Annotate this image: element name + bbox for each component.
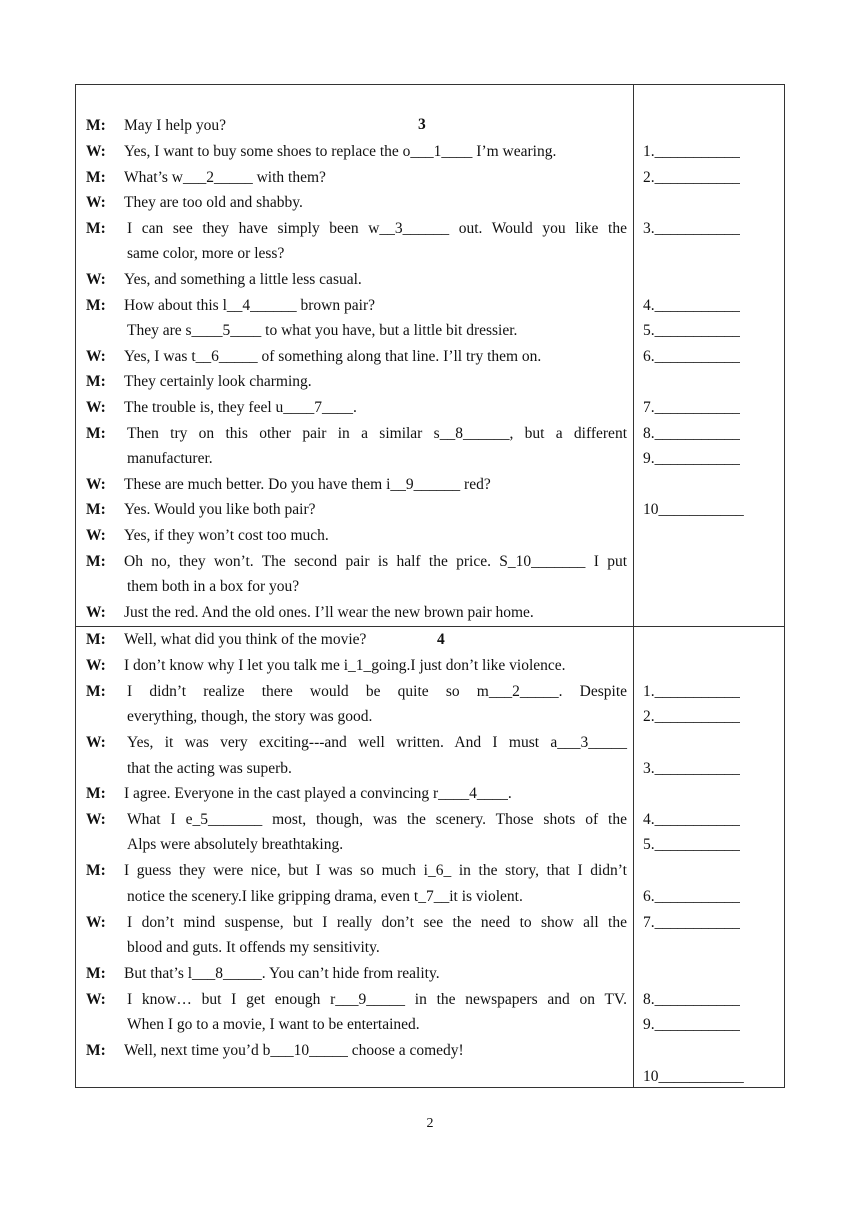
dialogue-line xyxy=(76,910,633,936)
dialogue-text: What’s w___2_____ with them? xyxy=(124,169,326,186)
dialogue-text: When I go to a movie, I want to be entertained. xyxy=(127,1016,420,1033)
dialogue-text: Then try on this other pair in a similar s__8______, but a different xyxy=(127,425,627,442)
column-divider xyxy=(633,85,634,1087)
dialogue-line xyxy=(76,756,633,782)
dialogue-line xyxy=(76,781,633,807)
answer-blank-5[interactable]: 5.___________ xyxy=(643,322,740,339)
dialogue-line xyxy=(76,549,633,575)
answer-blank-8[interactable]: 8.___________ xyxy=(643,425,740,442)
dialogue-text: Well, next time you’d b___10_____ choose a comedy! xyxy=(124,1042,464,1059)
answer-blank-8[interactable]: 8.___________ xyxy=(643,991,740,1008)
dialogue-line xyxy=(76,267,633,293)
dialogue-text: notice the scenery.I like gripping drama, even t_7__it is violent. xyxy=(127,888,523,905)
dialogue-text: How about this l__4______ brown pair? xyxy=(124,297,375,314)
dialogue-text: Oh no, they won’t. The second pair is half the price. S_10_______ I put xyxy=(124,553,627,570)
dialogue-line xyxy=(76,344,633,370)
dialogue-line xyxy=(76,730,633,756)
speaker-label: W: xyxy=(86,991,106,1008)
dialogue-line xyxy=(76,884,633,910)
speaker-label: M: xyxy=(86,862,106,879)
dialogue-line xyxy=(76,1038,633,1064)
section-number: 3 xyxy=(418,116,426,133)
speaker-label: W: xyxy=(86,734,106,751)
dialogue-text: I can see they have simply been w__3______ out. Would you like the xyxy=(127,220,627,237)
dialogue-text: I didn’t realize there would be quite so m___2_____. Despite xyxy=(127,683,627,700)
dialogue-line xyxy=(76,807,633,833)
section-number: 4 xyxy=(437,631,445,648)
speaker-label: M: xyxy=(86,683,106,700)
dialogue-line xyxy=(76,446,633,472)
dialogue-line xyxy=(76,858,633,884)
dialogue-line xyxy=(76,165,633,191)
answer-blank-3[interactable]: 3.___________ xyxy=(643,760,740,777)
dialogue-text: Yes, it was very exciting---and well written. And I must a___3_____ xyxy=(127,734,627,751)
dialogue-text: that the acting was superb. xyxy=(127,760,292,777)
answer-blank-2[interactable]: 2.___________ xyxy=(643,708,740,725)
dialogue-text: Yes. Would you like both pair? xyxy=(124,501,316,518)
answer-blank-4[interactable]: 4.___________ xyxy=(643,811,740,828)
speaker-label: W: xyxy=(86,399,106,416)
dialogue-line xyxy=(76,961,633,987)
speaker-label: M: xyxy=(86,169,106,186)
answer-blank-10[interactable]: 10___________ xyxy=(643,1068,744,1085)
dialogue-line xyxy=(76,216,633,242)
dialogue-line xyxy=(76,1012,633,1038)
speaker-label: M: xyxy=(86,117,106,134)
dialogue-line xyxy=(76,241,633,267)
dialogue-text: I don’t know why I let you talk me i_1_going.I just don’t like violence. xyxy=(124,657,566,674)
dialogue-text: I don’t mind suspense, but I really don’t see the need to show all the xyxy=(127,914,627,931)
dialogue-text: Yes, and something a little less casual. xyxy=(124,271,362,288)
dialogue-text: What I e_5_______ most, though, was the scenery. Those shots of the xyxy=(127,811,627,828)
dialogue-line xyxy=(76,574,633,600)
speaker-label: W: xyxy=(86,527,106,544)
dialogue-line xyxy=(76,113,633,139)
dialogue-line xyxy=(76,318,633,344)
answer-blank-3[interactable]: 3.___________ xyxy=(643,220,740,237)
speaker-label: M: xyxy=(86,631,106,648)
answer-blank-1[interactable]: 1.___________ xyxy=(643,143,740,160)
answer-blank-2[interactable]: 2.___________ xyxy=(643,169,740,186)
dialogue-text: May I help you? xyxy=(124,117,227,134)
dialogue-text: Yes, I was t__6_____ of something along that line. I’ll try them on. xyxy=(124,348,542,365)
dialogue-line xyxy=(76,679,633,705)
speaker-label: M: xyxy=(86,785,106,802)
dialogue-text: Well, what did you think of the movie? xyxy=(124,631,367,648)
dialogue-text: them both in a box for you? xyxy=(127,578,300,595)
speaker-label: M: xyxy=(86,297,106,314)
dialogue-text: same color, more or less? xyxy=(127,245,285,262)
dialogue-text: I guess they were nice, but I was so much i_6_ in the story, that I didn’t xyxy=(124,862,627,879)
answer-blank-6[interactable]: 6.___________ xyxy=(643,888,740,905)
dialogue-text: manufacturer. xyxy=(127,450,213,467)
dialogue-text: I know… but I get enough r___9_____ in the newspapers and on TV. xyxy=(127,991,627,1008)
dialogue-line xyxy=(76,421,633,447)
speaker-label: M: xyxy=(86,373,106,390)
answer-blank-10[interactable]: 10___________ xyxy=(643,501,744,518)
speaker-label: W: xyxy=(86,143,106,160)
speaker-label: W: xyxy=(86,271,106,288)
speaker-label: W: xyxy=(86,194,106,211)
exercise-table xyxy=(75,84,785,1088)
dialogue-text: These are much better. Do you have them i__9______ red? xyxy=(124,476,491,493)
speaker-label: W: xyxy=(86,348,106,365)
dialogue-line xyxy=(76,987,633,1013)
dialogue-text: The trouble is, they feel u____7____. xyxy=(124,399,357,416)
speaker-label: W: xyxy=(86,914,106,931)
dialogue-line xyxy=(76,704,633,730)
dialogue-line xyxy=(76,139,633,165)
dialogue-line xyxy=(76,293,633,319)
page-number: 2 xyxy=(426,1116,434,1131)
speaker-label: M: xyxy=(86,501,106,518)
dialogue-line xyxy=(76,653,633,679)
speaker-label: M: xyxy=(86,553,106,570)
speaker-label: M: xyxy=(86,1042,106,1059)
speaker-label: W: xyxy=(86,811,106,828)
dialogue-text: I agree. Everyone in the cast played a convincing r____4____. xyxy=(124,785,512,802)
answer-blank-7[interactable]: 7.___________ xyxy=(643,399,740,416)
answer-blank-7[interactable]: 7.___________ xyxy=(643,914,740,931)
dialogue-line xyxy=(76,190,633,216)
speaker-label: W: xyxy=(86,604,106,621)
answer-blank-4[interactable]: 4.___________ xyxy=(643,297,740,314)
dialogue-line xyxy=(76,832,633,858)
dialogue-text: Alps were absolutely breathtaking. xyxy=(127,836,344,853)
dialogue-line xyxy=(76,369,633,395)
dialogue-line xyxy=(76,935,633,961)
dialogue-line xyxy=(76,600,633,626)
dialogue-line xyxy=(76,523,633,549)
speaker-label: M: xyxy=(86,965,106,982)
speaker-label: M: xyxy=(86,220,106,237)
dialogue-text: blood and guts. It offends my sensitivity. xyxy=(127,939,380,956)
dialogue-text: everything, though, the story was good. xyxy=(127,708,373,725)
answer-blank-9[interactable]: 9.___________ xyxy=(643,1016,740,1033)
dialogue-text: But that’s l___8_____. You can’t hide from reality. xyxy=(124,965,440,982)
dialogue-text: Just the red. And the old ones. I’ll wear the new brown pair home. xyxy=(124,604,534,621)
answer-blank-1[interactable]: 1.___________ xyxy=(643,683,740,700)
dialogue-text: They are too old and shabby. xyxy=(124,194,303,211)
dialogue-text: Yes, I want to buy some shoes to replace the o___1____ I’m wearing. xyxy=(124,143,557,160)
dialogue-text: They certainly look charming. xyxy=(124,373,312,390)
answer-blank-9[interactable]: 9.___________ xyxy=(643,450,740,467)
dialogue-line xyxy=(76,472,633,498)
speaker-label: M: xyxy=(86,425,106,442)
dialogue-text: Yes, if they won’t cost too much. xyxy=(124,527,329,544)
answer-blank-5[interactable]: 5.___________ xyxy=(643,836,740,853)
speaker-label: W: xyxy=(86,657,106,674)
dialogue-line xyxy=(76,627,633,653)
answer-blank-6[interactable]: 6.___________ xyxy=(643,348,740,365)
dialogue-line xyxy=(76,497,633,523)
dialogue-text: They are s____5____ to what you have, but a little bit dressier. xyxy=(127,322,518,339)
dialogue-line xyxy=(76,395,633,421)
speaker-label: W: xyxy=(86,476,106,493)
